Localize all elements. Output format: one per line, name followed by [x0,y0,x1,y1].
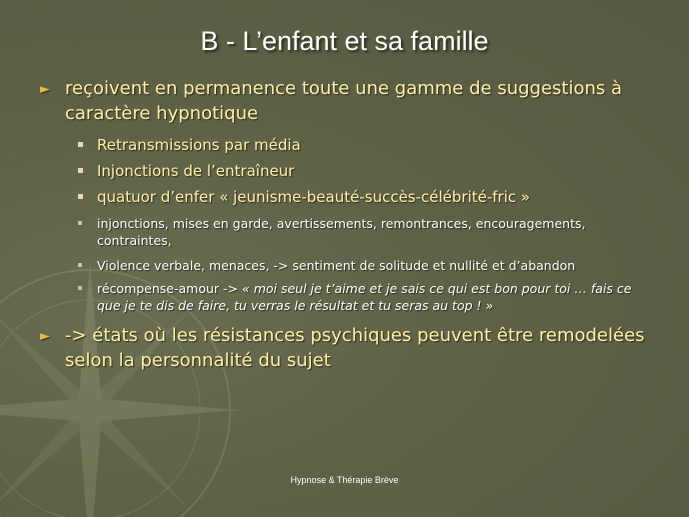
slide-title: B - L’enfant et sa famille [200,26,489,56]
square-bullet-icon [78,221,82,225]
slide-footer: Hypnose & Thérapie Brève [290,475,399,485]
sub-item-injonctions: injonctions, mises en garde, avertissements, remontrances, encouragements, contraintes, [78,215,648,249]
sub-item-coach: Injonctions de l’entraîneur [78,161,648,181]
sub-item-violence: Violence verbale, menaces, -> sentiment de solitude et nullité et d’abandon [78,257,648,274]
bullet-text: -> états où les résistances psychiques peuvent être remodelées selon la personnalité du sujet [65,325,645,371]
sub-item-quatuor: quatuor d’enfer « jeunisme-beauté-succès-célébrité-fric » [78,187,648,207]
reward-quote: « moi seul je t’aime et je sais ce qui est bon pour toi … fais ce que je te dis de faire, tu verras le résultat et tu seras au top ! » [97,281,632,313]
square-bullet-icon [78,286,82,290]
sub-item-media: Retransmissions par média [78,135,648,155]
triangle-bullet-icon: ► [40,329,50,344]
square-bullet-icon [78,168,83,173]
bullet-text: reçoivent en permanence toute une gamme de suggestions à caractère hypnotique [65,78,623,124]
bullet-suggestions [40,76,660,126]
reward-lead: récompense-amour -> [97,281,242,296]
square-bullet-icon [78,263,82,267]
bullet-resistances [40,323,660,373]
square-bullet-icon [78,142,83,147]
square-bullet-icon [78,194,83,199]
triangle-bullet-icon: ► [40,82,50,97]
sub-item-reward [78,280,648,314]
